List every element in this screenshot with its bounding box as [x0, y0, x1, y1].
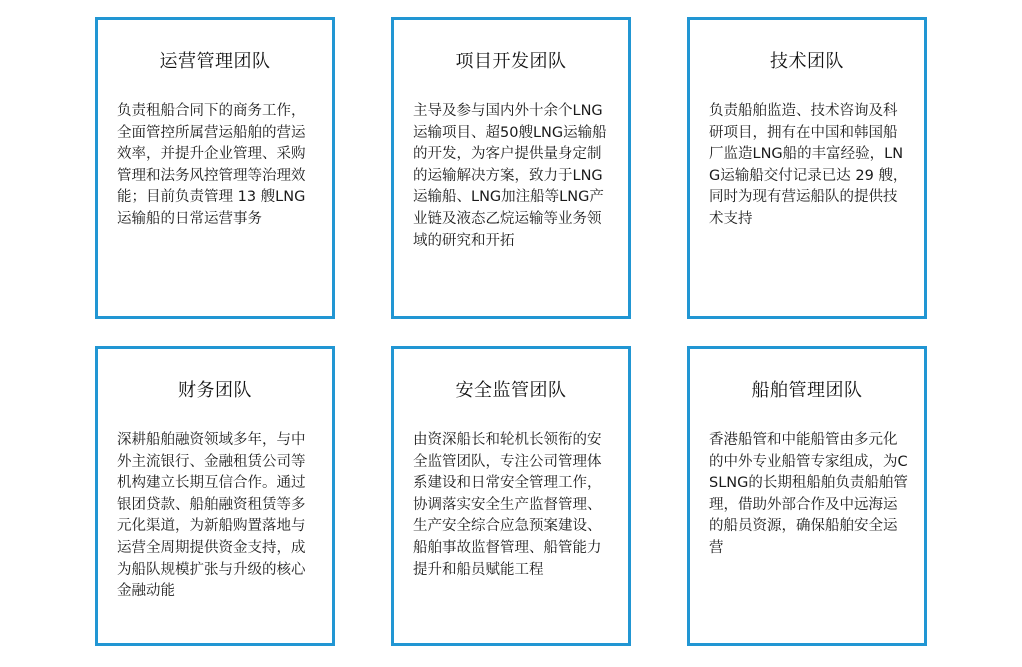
team-title: 运营管理团队 — [159, 51, 271, 72]
team-description: 香港船管和中能船管由多元化的中外专业船管专家组成，为CSLNG的长期租船舶负责船舶管理，借助外部合作及中远海运的船员资源，确保船舶安全运营 — [709, 432, 908, 556]
team-card-project-development — [391, 17, 631, 319]
team-title: 项目开发团队 — [455, 51, 567, 72]
team-title: 技术团队 — [770, 51, 844, 72]
team-description: 主导及参与国内外十余个LNG运输项目、超50艘LNG运输船的开发，为客户提供量身定制的运输解决方案，致力于LNG运输船、LNG加注船等LNG产业链及液态乙烷运输等业务领域的研究和开拓 — [413, 103, 607, 249]
team-description: 负责租船合同下的商务工作，全面管控所属营运船舶的营运效率，并提升企业管理、采购管理和法务风控管理等治理效能；目前负责管理 13 艘LNG运输船的日常运营事务 — [117, 103, 306, 227]
team-title: 安全监管团队 — [455, 380, 567, 401]
team-description: 深耕船舶融资领域多年，与中外主流银行、金融租赁公司等机构建立长期互信合作。通过银团贷款、船舶融资租赁等多元化渠道，为新船购置落地与运营全周期提供资金支持，成为船队规模扩张与升级的核心金融动能 — [117, 432, 306, 600]
team-card-technical — [687, 17, 927, 319]
team-card-safety-supervision — [391, 346, 631, 646]
team-card-ship-management — [687, 346, 927, 646]
team-title: 财务团队 — [178, 380, 252, 401]
team-card-finance — [95, 346, 335, 646]
team-title: 船舶管理团队 — [751, 380, 863, 401]
team-description: 由资深船长和轮机长领衔的安全监管团队，专注公司管理体系建设和日常安全管理工作，协调落实安全生产监督管理、生产安全综合应急预案建设、船舶事故监督管理、船管能力提升和船员赋能工程 — [413, 432, 602, 578]
team-description: 负责船舶监造、技术咨询及科研项目，拥有在中国和韩国船厂监造LNG船的丰富经验，LNG运输船交付记录已达 29 艘，同时为现有营运船队的提供技术支持 — [709, 103, 908, 227]
team-card-operations — [95, 17, 335, 319]
